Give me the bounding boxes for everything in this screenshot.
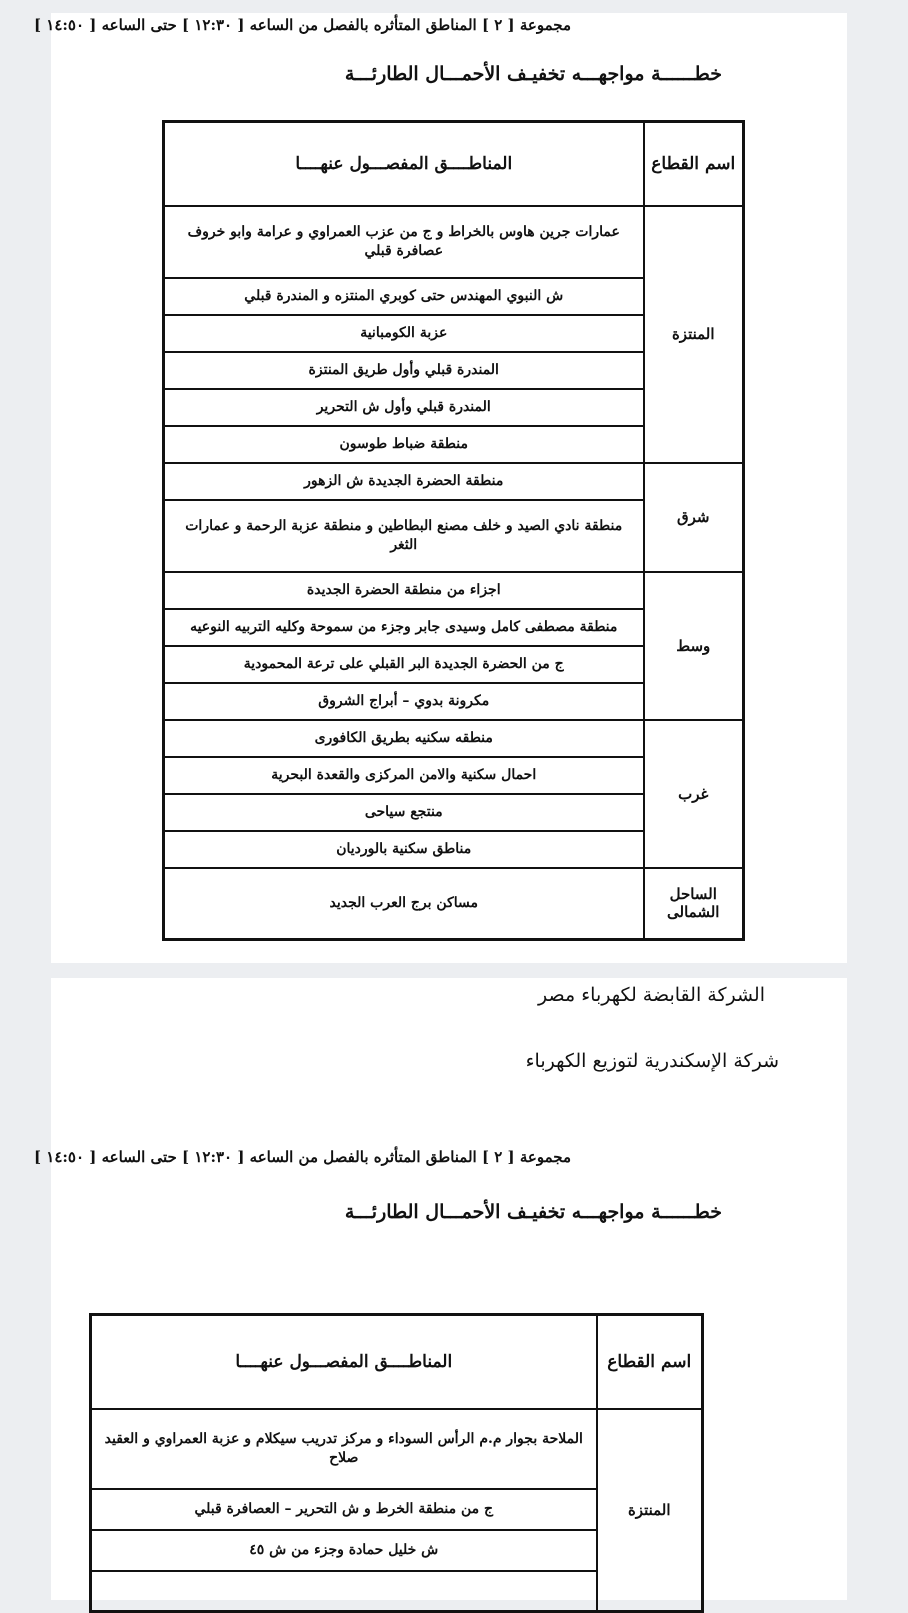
area-cell: عمارات جرين هاوس بالخراط و ج من عزب العمراوي و عرامة وابو خروف عصافرة قبلي [164,206,644,278]
table-row [164,463,744,500]
area-cell: الملاحة بجوار م.م الرأس السوداء و مركز تدريب سيكلام و عزبة العمراوي و العقيد صلاح [91,1409,597,1489]
area-cell: مكرونة بدوي – أبراج الشروق [164,683,644,720]
sector-cell: المنتزة [597,1409,703,1612]
area-cell: اجزاء من منطقة الحضرة الجديدة [164,572,644,609]
table-header-row [91,1315,703,1409]
table-row [164,868,744,940]
area-cell: منطقة الحضرة الجديدة ش الزهور [164,463,644,500]
sector-cell: وسط [644,572,744,720]
area-cell: المندرة قبلي وأول ش التحرير [164,389,644,426]
header-disconnected-areas: المناطــــق المفصـــول عنهــــا [164,122,644,206]
area-cell: ش خليل حمادة وجزء من ش ٤٥ [91,1530,597,1571]
disconnected-areas-table [162,120,745,941]
table-row [164,720,744,757]
header-sector-name: اسم القطاع [644,122,744,206]
area-cell: عزبة الكومبانية [164,315,644,352]
area-cell: احمال سكنية والامن المركزى والقعدة البحرية [164,757,644,794]
area-cell: المندرة قبلي وأول طريق المنتزة [164,352,644,389]
area-cell: ج من منطقة الخرط و ش التحرير – العصافرة قبلي [91,1489,597,1530]
area-cell: منطقه سكنيه بطريق الكافورى [164,720,644,757]
sector-cell: غرب [644,720,744,868]
sector-cell: الساحل الشمالى [644,868,744,940]
plan-title: خطــــــة مواجهـــه تخفيـف الأحمـــال الطارئـــة [344,63,722,85]
area-cell: منطقة نادي الصيد و خلف مصنع البطاطين و منطقة عزبة الرحمة و عمارات الثغر [164,500,644,572]
area-cell: منتجع سياحى [164,794,644,831]
area-cell: ش النبوي المهندس حتى كوبري المنتزه و المندرة قبلي [164,278,644,315]
area-cell: منطقة ضباط طوسون [164,426,644,463]
table-row [164,206,744,278]
area-cell: مساكن برج العرب الجديد [164,868,644,940]
area-cell: مناطق سكنية بالورديان [164,831,644,868]
holding-company-name: الشركة القابضة لكهرباء مصر [538,984,765,1006]
document-page-1 [33,13,847,963]
header-disconnected-areas: المناطــــق المفصـــول عنهــــا [91,1315,597,1409]
disconnected-areas-table [89,1313,704,1613]
sector-cell: شرق [644,463,744,572]
area-cell: منطقة مصطفى كامل وسيدى جابر وجزء من سموحة وكليه التربيه النوعيه [164,609,644,646]
distribution-company-name: شركة الإسكندرية لتوزيع الكهرباء [525,1050,779,1072]
sector-cell: المنتزة [644,206,744,463]
group-schedule-line: مجموعة [ ٢ ] المناطق المتأثره بالفصل من الساعه [ ١٢:٣٠ ] حتى الساعه [ ١٤:٥٠ ] [33,16,571,34]
document-page-2 [33,978,847,1600]
table-row [91,1409,703,1489]
area-cell: ج من الحضرة الجديدة البر القبلي على ترعة المحمودية [164,646,644,683]
header-sector-name: اسم القطاع [597,1315,703,1409]
area-cell [91,1571,597,1612]
table-row [164,572,744,609]
plan-title: خطــــــة مواجهـــه تخفيـف الأحمـــال الطارئـــة [344,1201,722,1223]
table-header-row [164,122,744,206]
group-schedule-line: مجموعة [ ٢ ] المناطق المتأثره بالفصل من الساعه [ ١٢:٣٠ ] حتى الساعه [ ١٤:٥٠ ] [33,1148,571,1166]
